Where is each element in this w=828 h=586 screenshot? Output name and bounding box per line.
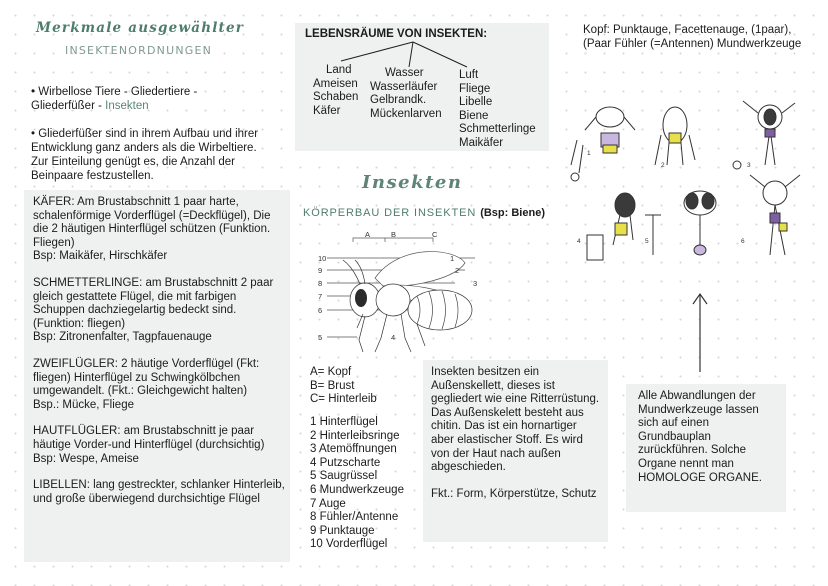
mouthparts-grasshopper [655,107,695,165]
order-schmetterlinge-function: (Funktion: fliegen) [33,317,126,330]
habitat-land-item: Schaben [313,91,359,103]
homology-text: Alle Abwandlungen der Mundwerkzeuge lassen sich auf einen Grundbauplan zurückführen. Solche Organe nennt man HOMOLOGE ORGANE. [638,390,762,484]
parts-legend-item: 10 Vorderflügel [310,538,388,551]
habitats-title: LEBENSRÄUME VON INSEKTEN: [305,28,488,40]
habitat-land-heading: Land [326,64,352,76]
koerperbau-title: KÖRPERBAU DER INSEKTEN [303,207,477,219]
bee-part-number: 5 [318,333,323,342]
mouthparts-beetle [571,107,635,181]
order-zweifluegler-text: ZWEIFLÜGLER: 2 häutige Vorderflügel (Fkt: fliegen) Hinterflügel zu Schwingkölbchen umgewandelt. (Fkt.: Gleichgewicht halten) [33,357,260,398]
intro-paragraph: • Gliederfüßer sind in ihrem Aufbau und ihrer Entwicklung ganz anders als die Wirbeltiere. Zur Einteilung genügt es, die Anzahl der Beinpaare festzustellen. [31,128,259,182]
bee-segment-label: B [391,230,397,239]
mouthparts-figure-number: 6 [741,238,745,245]
exoskeleton-panel [423,360,608,542]
habitat-land-item: Käfer [313,104,341,117]
order-schmetterlinge [33,277,285,345]
bee-part-number: 10 [318,254,327,263]
parts-legend-item: 8 Fühler/Antenne [310,511,399,524]
habitat-water [370,67,442,121]
habitat-water-item: Wasserläufer [370,80,438,93]
order-kaefer [33,196,285,264]
intro-line-1: • Wirbellose Tiere - Gliedertiere - [31,86,198,98]
bee-diagram [305,228,490,358]
mouthparts-fly [645,191,716,255]
segment-legend-item: C= Hinterleib [310,393,377,406]
intro-line-2-prefix: Gliederfüßer - [31,100,106,112]
mouthparts-butterfly [587,193,635,260]
koerperbau-example: (Bsp: Biene) [480,207,545,219]
arrow-up-icon [692,292,708,372]
page-title: Merkmale ausgewählter [36,20,245,36]
mouthparts-illustrations [565,95,805,265]
bee-segment-label: A [365,230,371,239]
bee-part-number: 1 [450,254,455,263]
order-zweifluegler-example: Bsp.: Mücke, Fliege [33,398,134,411]
mouthparts-figure-number: 1 [587,150,591,157]
order-hautfluegler-text: HAUTFLÜGLER: am Brustabschnitt je paar häutige Vorder-und Hinterflügel (durchsichtig) [33,425,265,451]
order-zweifluegler [33,358,285,412]
parts-legend-item: 6 Mundwerkzeuge [310,483,404,496]
mouthparts-figure-number: 3 [747,162,751,169]
order-schmetterlinge-text: SCHMETTERLINGE: am Brustabschnitt 2 paar gleich gestattete Flügel, die mit farbigen Schuppen dachziegelartig bedeckt sind. [33,276,274,317]
order-kaefer-example: Bsp: Maikäfer, Hirschkäfer [33,250,168,263]
insekten-heading: Insekten [362,172,463,193]
parts-legend-item: 4 Putzscharte [310,456,381,469]
bee-part-number: 8 [318,279,323,288]
exoskeleton-text: Insekten besitzen ein Außenskellett, dieses ist gegliedert wie eine Ritterrüstung. Das Außenskelett besteht aus chitin. Das ist ein hornartiger aber elastischer Stoff. Es wird von der Haut nach außen abgeschieden. [431,366,600,474]
habitat-air-item: Biene [459,109,489,122]
habitat-air [459,69,536,150]
page-subtitle: INSEKTENORDNUNGEN [65,44,213,57]
habitat-land-item: Ameisen [313,77,358,90]
segment-legend-item: A= Kopf [310,366,352,378]
parts-legend [310,416,404,552]
habitat-air-item: Libelle [459,96,493,108]
order-hautfluegler-example: Bsp: Wespe, Ameise [33,452,139,465]
segment-legend-item: B= Brust [310,379,355,392]
order-libellen-text: LIBELLEN: lang gestreckter, schlanker Hinterleib, und große überwiegend durchsichtige Flügel [33,479,285,505]
order-libellen [33,479,285,506]
order-hautfluegler [33,425,285,466]
mouthparts-figure-number: 5 [645,238,649,245]
bee-part-number: 3 [473,279,478,288]
bee-part-number: 6 [318,306,323,315]
mouthparts-figure-number: 4 [577,238,581,245]
mouthparts-caption: Kopf: Punktauge, Facettenauge, (1paar), (Paar Fühler (=Antennen) Mundwerkzeuge [583,24,802,50]
intro-highlight: Insekten [105,100,149,112]
mouthparts-mosquito [733,101,795,169]
bee-part-number: 4 [391,333,396,342]
segment-legend [310,366,377,407]
koerperbau-heading [303,207,545,219]
bee-part-number: 9 [318,266,323,275]
habitat-air-heading: Luft [459,69,479,81]
order-kaefer-text: KÄFER: Am Brustabschnitt 1 paar harte, schalenförmige Vorderflügel (=Deckflügel), Die die 2 häutigen Hinterflügel schützen (Funktion. Fliegen) [33,196,271,249]
bee-part-number: 2 [455,266,460,275]
habitat-water-heading: Wasser [385,67,424,79]
habitat-water-item: Gelbrandk. [370,94,427,106]
mouthparts-bee [750,175,800,255]
parts-legend-item: 7 Auge [310,497,346,510]
habitat-air-item: Schmetterlinge [459,123,536,135]
parts-legend-item: 3 Atemöffnungen [310,443,397,456]
habitat-air-item: Fliege [459,82,491,95]
parts-legend-item: 1 Hinterflügel [310,416,378,428]
intro-classification [31,85,271,113]
habitat-land [313,64,358,118]
habitat-water-item: Mückenlarven [370,107,442,120]
homology-panel [626,384,786,512]
habitat-air-item: Maikäfer [459,136,504,149]
parts-legend-item: 5 Saugrüssel [310,470,378,483]
exoskeleton-functions: Fkt.: Form, Körperstütze, Schutz [431,487,597,500]
parts-legend-item: 2 Hinterleibsringe [310,429,400,442]
insect-orders-panel [24,190,290,562]
order-schmetterlinge-example: Bsp: Zitronenfalter, Tagpfauenauge [33,331,212,344]
intro-line-2 [31,99,271,113]
parts-legend-item: 9 Punktauge [310,524,375,537]
habitats-panel [295,23,549,151]
bee-part-number: 7 [318,292,323,301]
bee-segment-label: C [432,230,438,239]
mouthparts-figure-number: 2 [661,162,665,169]
